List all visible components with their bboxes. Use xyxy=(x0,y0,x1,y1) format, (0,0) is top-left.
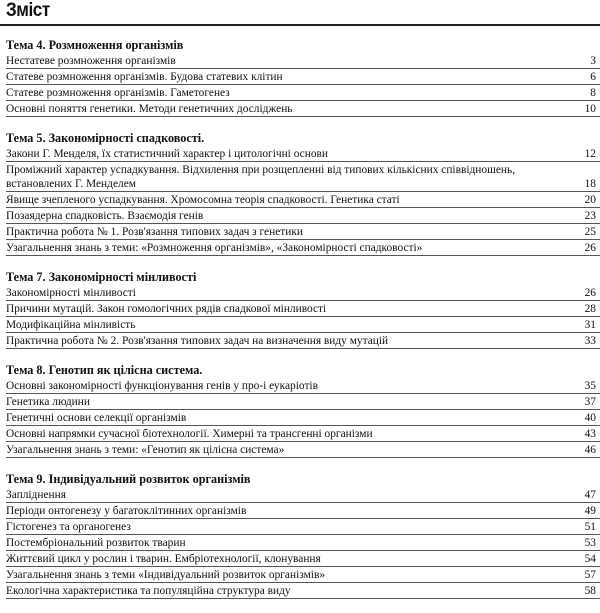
toc-entry-page: 8 xyxy=(590,87,596,99)
toc-entry[interactable] xyxy=(6,568,600,583)
toc-entry-text: Позаядерна спадковість. Взаємодія генів xyxy=(6,210,204,222)
toc-entry-page: 54 xyxy=(584,553,596,565)
toc-entry[interactable] xyxy=(6,520,600,535)
title-divider xyxy=(0,24,600,26)
toc-entry-text: Періоди онтогенезу у багатоклітинних організмів xyxy=(6,505,247,517)
toc-entry-page: 18 xyxy=(584,178,596,190)
section-topic-7 xyxy=(6,270,600,349)
toc-entry[interactable] xyxy=(6,286,600,301)
toc-entry-page: 46 xyxy=(584,444,596,456)
toc-entry[interactable] xyxy=(6,427,600,442)
toc-entry-text: Статеве розмноження організмів. Будова статевих клітин xyxy=(6,71,283,83)
toc-entry-text: Постембріональний розвиток тварин xyxy=(6,537,186,549)
toc-entry-page: 10 xyxy=(584,103,596,115)
toc-entry[interactable] xyxy=(6,70,600,85)
section-title: Тема 9. Індивідуальний розвиток організмів xyxy=(6,472,251,486)
toc-entry-text: Узагальнення знань з теми: «Генотип як цілісна система» xyxy=(6,444,285,456)
toc-entry-page: 40 xyxy=(584,412,596,424)
section-topic-4 xyxy=(6,38,600,117)
section-topic-9 xyxy=(6,472,600,599)
toc-entry[interactable] xyxy=(6,443,600,458)
toc-entry-text: Основні закономірності функціонування генів у про-і еукаріотів xyxy=(6,380,318,392)
toc-entry[interactable] xyxy=(6,193,600,208)
section-title: Тема 4. Розмноження організмів xyxy=(6,38,184,52)
toc-entry-text: Явище зчепленого успадкування. Хромосомна теорія спадковості. Генетика статі xyxy=(6,194,400,206)
toc-entry[interactable] xyxy=(6,241,600,256)
toc-entry[interactable] xyxy=(6,584,600,599)
toc-entry-page: 47 xyxy=(584,489,596,501)
toc-entry[interactable] xyxy=(6,86,600,101)
toc-entry-page: 33 xyxy=(584,335,596,347)
toc-entry-text: Генетика людини xyxy=(6,396,90,408)
section-title: Тема 8. Генотип як цілісна система. xyxy=(6,363,203,377)
toc-entry-page: 28 xyxy=(584,303,596,315)
toc-entry-page: 53 xyxy=(584,537,596,549)
toc-entry[interactable] xyxy=(6,504,600,519)
toc-entry[interactable] xyxy=(6,225,600,240)
toc-entry-text: Причини мутацій. Закон гомологічних рядів спадкової мінливості xyxy=(6,303,327,315)
toc-entry-text: Гістогенез та органогенез xyxy=(6,521,131,533)
section-title: Тема 7. Закономірності мінливості xyxy=(6,270,197,284)
toc-entry-page: 26 xyxy=(584,242,596,254)
toc-entry-text: Закони Г. Менделя, їх статистичний характер і цитологічні основи xyxy=(6,148,328,160)
section-topic-8 xyxy=(6,363,600,458)
toc-entry[interactable] xyxy=(6,395,600,410)
toc-entry-page: 57 xyxy=(584,569,596,581)
toc-entry[interactable] xyxy=(6,334,600,349)
toc-entry-page: 51 xyxy=(584,521,596,533)
toc-entry-page: 12 xyxy=(584,148,596,160)
toc-entry[interactable] xyxy=(6,552,600,567)
toc-entry-page: 35 xyxy=(584,380,596,392)
toc-entry-text: Практична робота № 1. Розв'язання типових задач з генетики xyxy=(6,226,303,238)
toc-entry-text: Модифікаційна мінливість xyxy=(6,319,136,331)
toc-entry[interactable] xyxy=(6,209,600,224)
toc-entry-text: Закономірності мінливості xyxy=(6,287,136,299)
toc-entry-page: 58 xyxy=(584,585,596,597)
toc-entry-text: Статеве розмноження організмів. Гаметогенез xyxy=(6,87,230,99)
toc-entry-page: 49 xyxy=(584,505,596,517)
toc-entry-text: Основні напрямки сучасної біотехнології. Химерні та трансгенні організми xyxy=(6,428,373,440)
toc-entry-text: Життєвий цикл у рослин і тварин. Ембріотехнології, клонування xyxy=(6,553,321,565)
toc-entry-page: 31 xyxy=(584,319,596,331)
toc-entry-text: Нестатеве розмноження організмів xyxy=(6,55,176,67)
toc-entry-text: Практична робота № 2. Розв'язання типових задач на визначення виду мутацій xyxy=(6,335,389,347)
toc-entry-page: 43 xyxy=(584,428,596,440)
toc-entry-text: Запліднення xyxy=(6,489,66,501)
toc-entry[interactable] xyxy=(6,163,600,192)
table-of-contents xyxy=(6,38,600,613)
toc-entry-page: 23 xyxy=(584,210,596,222)
toc-entry-page: 26 xyxy=(584,287,596,299)
toc-entry[interactable] xyxy=(6,379,600,394)
toc-entry-text: Генетичні основи селекції організмів xyxy=(6,412,187,424)
toc-entry-text: Узагальнення знань з теми «Індивідуальний розвиток організмів» xyxy=(6,569,326,581)
toc-entry[interactable] xyxy=(6,54,600,69)
toc-entry-text: Проміжний характер успадкування. Відхилення при розщепленні від типових кількісних співвідношень, встановлених Г. Менделем xyxy=(6,164,516,190)
toc-entry[interactable] xyxy=(6,102,600,117)
section-title: Тема 5. Закономірності спадковості. xyxy=(6,131,205,145)
toc-entry[interactable] xyxy=(6,411,600,426)
toc-entry[interactable] xyxy=(6,302,600,317)
toc-entry[interactable] xyxy=(6,488,600,503)
toc-entry-text: Узагальнення знань з теми: «Розмноження організмів», «Закономірності спадковості» xyxy=(6,242,423,254)
toc-entry-page: 37 xyxy=(584,396,596,408)
toc-entry-page: 20 xyxy=(584,194,596,206)
toc-entry-text: Основні поняття генетики. Методи генетичних досліджень xyxy=(6,103,293,115)
toc-entry[interactable] xyxy=(6,318,600,333)
toc-entry-page: 25 xyxy=(584,226,596,238)
toc-entry-text: Екологічна характеристика та популяційна структура виду xyxy=(6,585,291,597)
section-topic-5 xyxy=(6,131,600,256)
toc-entry-page: 6 xyxy=(590,71,596,83)
toc-entry[interactable] xyxy=(6,536,600,551)
page-title: Зміст xyxy=(6,0,50,21)
toc-entry-page: 3 xyxy=(590,55,596,67)
toc-entry[interactable] xyxy=(6,147,600,162)
